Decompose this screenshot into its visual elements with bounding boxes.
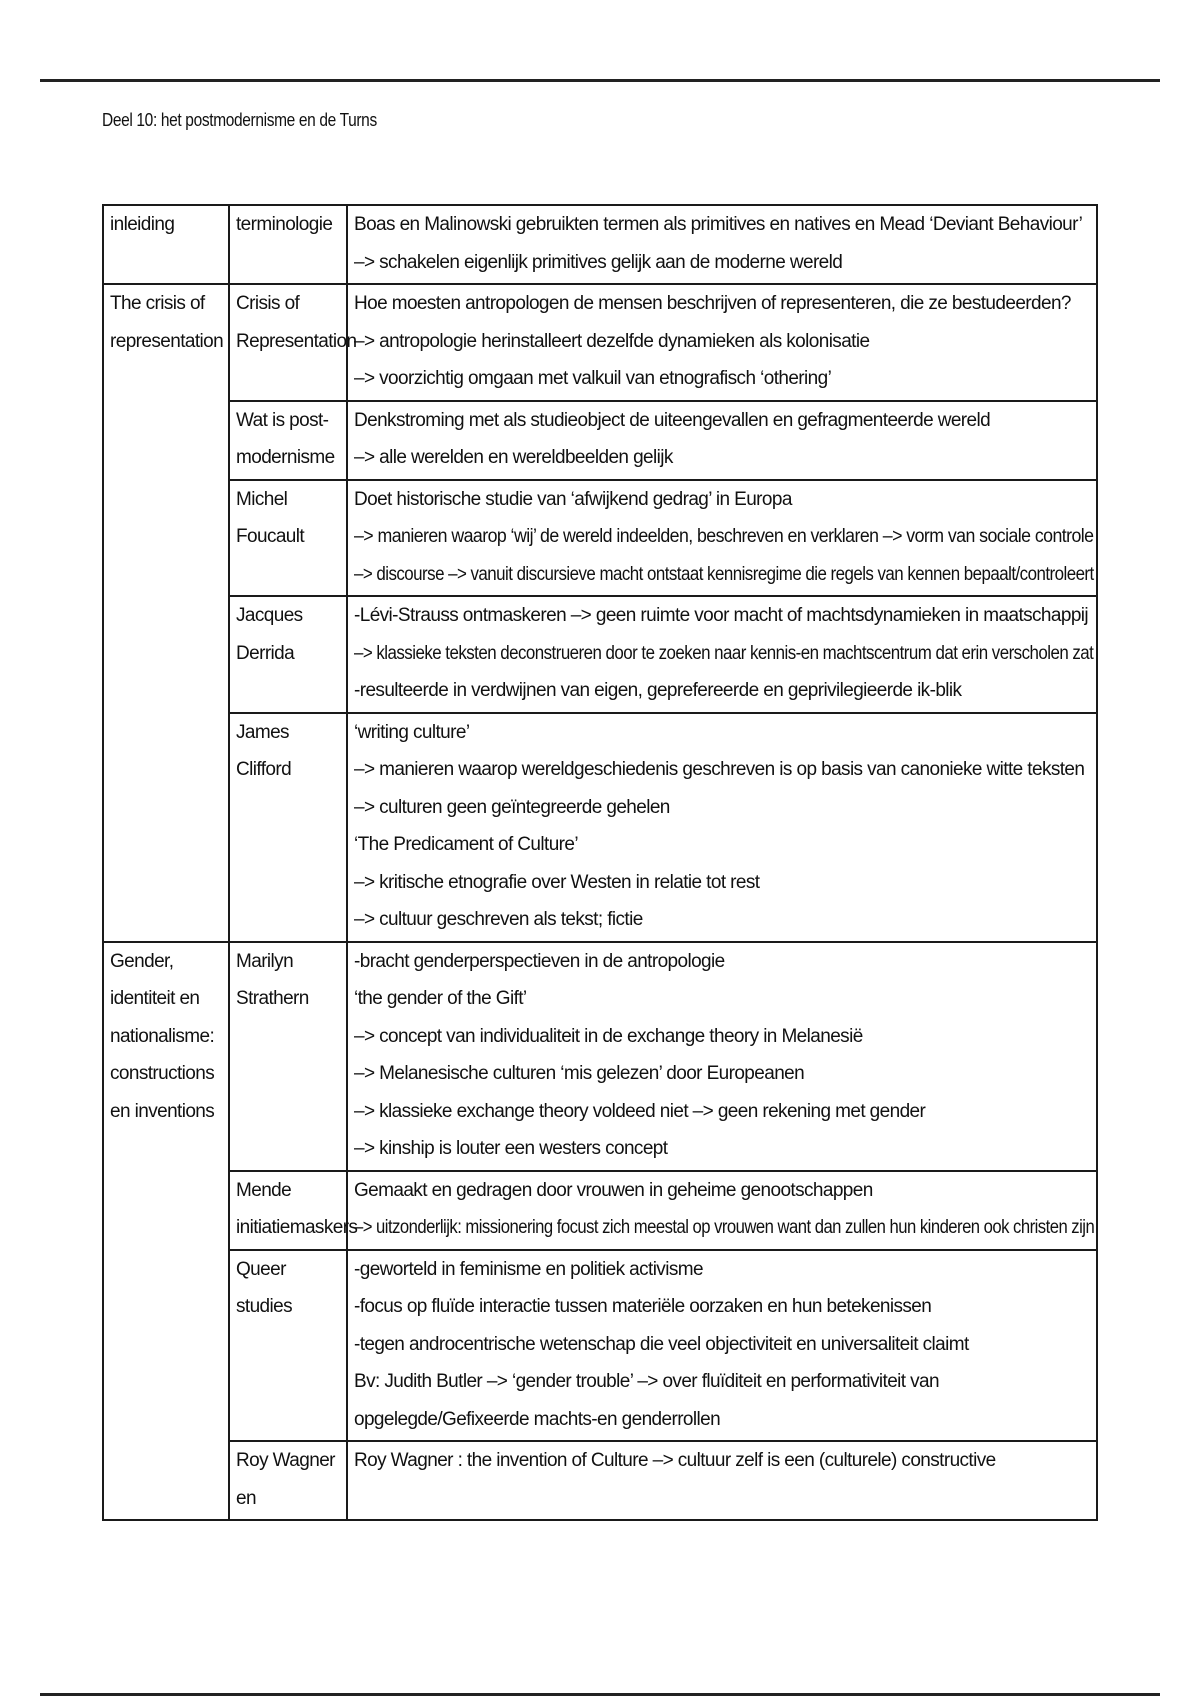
table-row xyxy=(103,942,1097,1171)
topic-term: Marilyn Strathern xyxy=(229,942,347,1171)
page-title: Deel 10: het postmodernisme en de Turns xyxy=(102,110,377,130)
topic-term: Jacques Derrida xyxy=(229,596,347,713)
topic-notes xyxy=(347,284,1097,401)
topic-notes xyxy=(347,942,1097,1171)
table-row xyxy=(103,205,1097,284)
note-line: -Lévi-Strauss ontmaskeren –> geen ruimte voor macht of machtsdynamieken in maatschappij xyxy=(354,605,1089,626)
table-row xyxy=(103,1250,1097,1442)
note-line: –> culturen geen geïntegreerde gehelen xyxy=(354,796,670,818)
note-line: –> Melanesische culturen ‘mis gelezen’ door Europeanen xyxy=(354,1063,805,1084)
note-line: ‘writing culture’ xyxy=(354,721,470,743)
note-line: –> schakelen eigenlijk primitives gelijk aan de moderne wereld xyxy=(354,251,843,273)
note-line: –> kinship is louter een westers concept xyxy=(354,1138,668,1159)
topic-notes xyxy=(347,713,1097,942)
note-line: –> uitzonderlijk: missionering focust zich meestal op vrouwen want dan zullen hun kinderen ook christen zijn xyxy=(354,1217,1095,1238)
table-row xyxy=(103,1441,1097,1520)
topic-term: Wat is post-modernisme xyxy=(229,401,347,480)
note-line: -resulteerde in verdwijnen van eigen, geprefereerde en geprivilegieerde ik-blik xyxy=(354,680,962,701)
note-line: –> manieren waarop wereldgeschiedenis geschreven is op basis van canonieke witte teksten xyxy=(354,759,1085,780)
note-line: –> kritische etnografie over Westen in relatie tot rest xyxy=(354,871,760,893)
topic-notes xyxy=(347,205,1097,284)
topic-notes xyxy=(347,596,1097,713)
top-rule xyxy=(40,79,1160,82)
note-line: ‘The Predicament of Culture’ xyxy=(354,834,578,855)
table-row xyxy=(103,284,1097,401)
table-row xyxy=(103,713,1097,942)
topic-term: Mende initiatiemaskers xyxy=(229,1171,347,1250)
note-line: –> discourse –> vanuit discursieve macht ontstaat kennisregime die regels van kennen bepaalt/controleert xyxy=(354,563,1094,585)
note-line: –> klassieke exchange theory voldeed niet –> geen rekening met gender xyxy=(354,1100,926,1122)
topic-term: Crisis of Representation xyxy=(229,284,347,401)
section-heading: inleiding xyxy=(103,205,229,284)
note-line: Doet historische studie van ‘afwijkend gedrag’ in Europa xyxy=(354,488,792,510)
topic-notes xyxy=(347,401,1097,480)
topic-term: James Clifford xyxy=(229,713,347,942)
topic-term: Queer studies xyxy=(229,1250,347,1442)
notes-table xyxy=(102,204,1098,1521)
note-line: -tegen androcentrische wetenschap die veel objectiviteit en universaliteit claimt xyxy=(354,1333,969,1355)
note-line: –> cultuur geschreven als tekst; fictie xyxy=(354,909,643,930)
topic-notes xyxy=(347,1441,1097,1520)
note-line: Boas en Malinowski gebruikten termen als primitives en natives en Mead ‘Deviant Behaviour’ xyxy=(354,214,1083,235)
table-row xyxy=(103,1171,1097,1250)
note-line: –> concept van individualiteit in de exchange theory in Melanesië xyxy=(354,1025,863,1047)
note-line: –> klassieke teksten deconstrueren door te zoeken naar kennis-en machtscentrum dat erin verscholen zat xyxy=(354,642,1094,664)
note-line: –> alle werelden en wereldbeelden gelijk xyxy=(354,447,673,468)
note-line: Denkstroming met als studieobject de uiteengevallen en gefragmenteerde wereld xyxy=(354,409,991,431)
section-heading: The crisis of representation xyxy=(103,284,229,942)
topic-notes xyxy=(347,1171,1097,1250)
note-line: Bv: Judith Butler –> ‘gender trouble’ –> over fluïditeit en performativiteit van opgelegde/Gefixeerde machts-en genderrollen xyxy=(354,1371,939,1430)
topic-notes xyxy=(347,1250,1097,1442)
note-line: ‘the gender of the Gift’ xyxy=(354,988,527,1009)
bottom-rule xyxy=(40,1693,1160,1696)
note-line: Hoe moesten antropologen de mensen beschrijven of representeren, die ze bestudeerden? xyxy=(354,293,1071,314)
topic-notes xyxy=(347,480,1097,597)
table-row xyxy=(103,596,1097,713)
table-row xyxy=(103,480,1097,597)
note-line: Gemaakt en gedragen door vrouwen in geheime genootschappen xyxy=(354,1179,873,1201)
note-line: -bracht genderperspectieven in de antropologie xyxy=(354,950,725,972)
note-line: –> voorzichtig omgaan met valkuil van etnografisch ‘othering’ xyxy=(354,368,832,389)
note-line: –> manieren waarop ‘wij’ de wereld indeelden, beschreven en verklaren –> vorm van sociale controle xyxy=(354,526,1094,547)
note-line: –> antropologie herinstalleert dezelfde dynamieken als kolonisatie xyxy=(354,330,870,352)
note-line: -geworteld in feminisme en politiek activisme xyxy=(354,1258,703,1280)
note-line: Roy Wagner : the invention of Culture –> cultuur zelf is een (culturele) constructive xyxy=(354,1450,996,1471)
table-row xyxy=(103,401,1097,480)
note-line: -focus op fluïde interactie tussen materiële oorzaken en hun betekenissen xyxy=(354,1296,932,1317)
topic-term: Michel Foucault xyxy=(229,480,347,597)
topic-term: terminologie xyxy=(229,205,347,284)
topic-term: Roy Wagner en xyxy=(229,1441,347,1520)
section-heading: Gender, identiteit en nationalisme: constructions en inventions xyxy=(103,942,229,1521)
